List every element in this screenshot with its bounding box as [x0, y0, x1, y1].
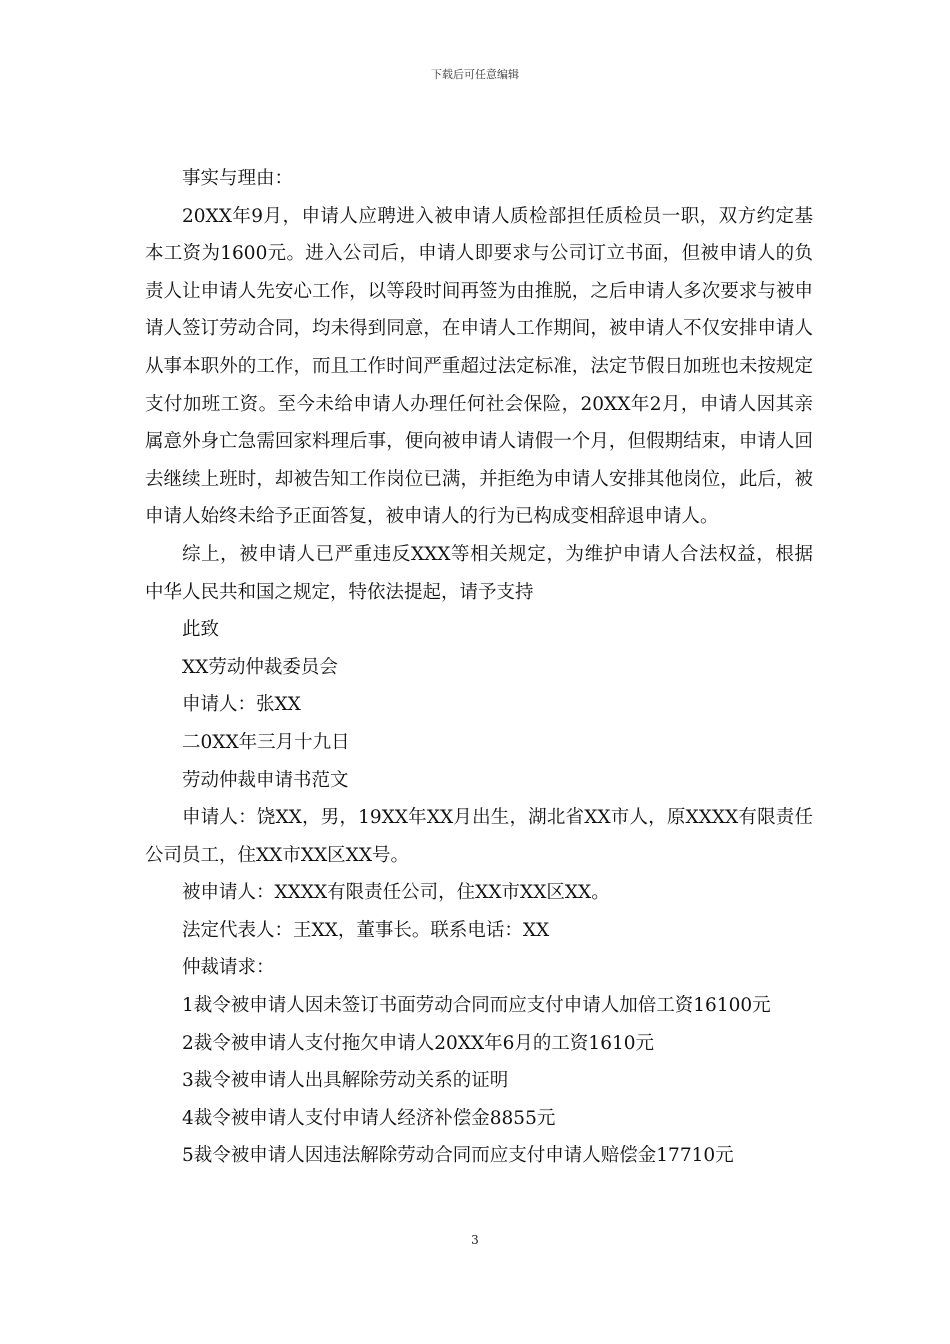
applicant-info: 申请人：饶XX，男，19XX年XX月出生，湖北省XX市人，原XXXX有限责任公司员工，住XX市XX区XX号。: [145, 807, 813, 866]
claims-heading: 仲裁请求：: [182, 957, 275, 979]
page-number: 3: [471, 1233, 479, 1247]
claim-item: 4裁令被申请人支付申请人经济补偿金8855元: [182, 1107, 556, 1129]
applicant-signature: 申请人：张XX: [182, 694, 301, 716]
signature-date: 二0XX年三月十九日: [182, 731, 350, 753]
claim-item: 5裁令被申请人因违法解除劳动合同而应支付申请人赔偿金17710元: [182, 1145, 734, 1167]
conclusion-paragraph: 综上，被申请人已严重违反XXX等相关规定，为维护申请人合法权益，根据中华人民共和国之规定，特依法提起，请予支持: [145, 543, 813, 603]
claim-item: 2裁令被申请人支付拖欠申请人20XX年6月的工资1610元: [182, 1032, 655, 1054]
respondent-info: 被申请人：XXXX有限责任公司，住XX市XX区XX。: [182, 882, 610, 904]
facts-paragraph: 20XX年9月，申请人应聘进入被申请人质检部担任质检员一职，双方约定基本工资为1600元。进入公司后，申请人即要求与公司订立书面，但被申请人的负责人让申请人先安心工作，以等段时间再签为由推脱，之后申请人多次要求与被申请人签订劳动合同，均未得到同意，在申请人工作期间，被申请人不仅安排申请人从事本职外的工作，而且工作时间严重超过法定标准，法定节假日加班也未按规定支付加班工资。至今未给申请人办理任何社会保险，20XX年2月，申请人因其亲属意外身亡急需回家料理后事，便向被申请人请假一个月，但假期结束，申请人回去继续上班时，却被告知工作岗位已满，并拒绝为申请人安排其他岗位，此后，被申请人始终未给予正面答复，被申请人的行为已构成变相辞退申请人。: [145, 205, 813, 528]
page-header: 下载后可任意编辑: [431, 68, 519, 81]
facts-heading: 事实与理由：: [182, 168, 294, 189]
claim-item: 3裁令被申请人出具解除劳动关系的证明: [182, 1070, 509, 1092]
sample-title: 劳动仲裁申请书范文: [182, 769, 349, 791]
recipient: XX劳动仲裁委员会: [182, 656, 338, 678]
legal-representative: 法定代表人：王XX，董事长。联系电话：XX: [182, 919, 550, 941]
claim-item: 1裁令被申请人因未签订书面劳动合同而应支付申请人加倍工资16100元: [182, 995, 771, 1017]
salutation: 此致: [182, 619, 220, 641]
document-body: [145, 160, 813, 1175]
